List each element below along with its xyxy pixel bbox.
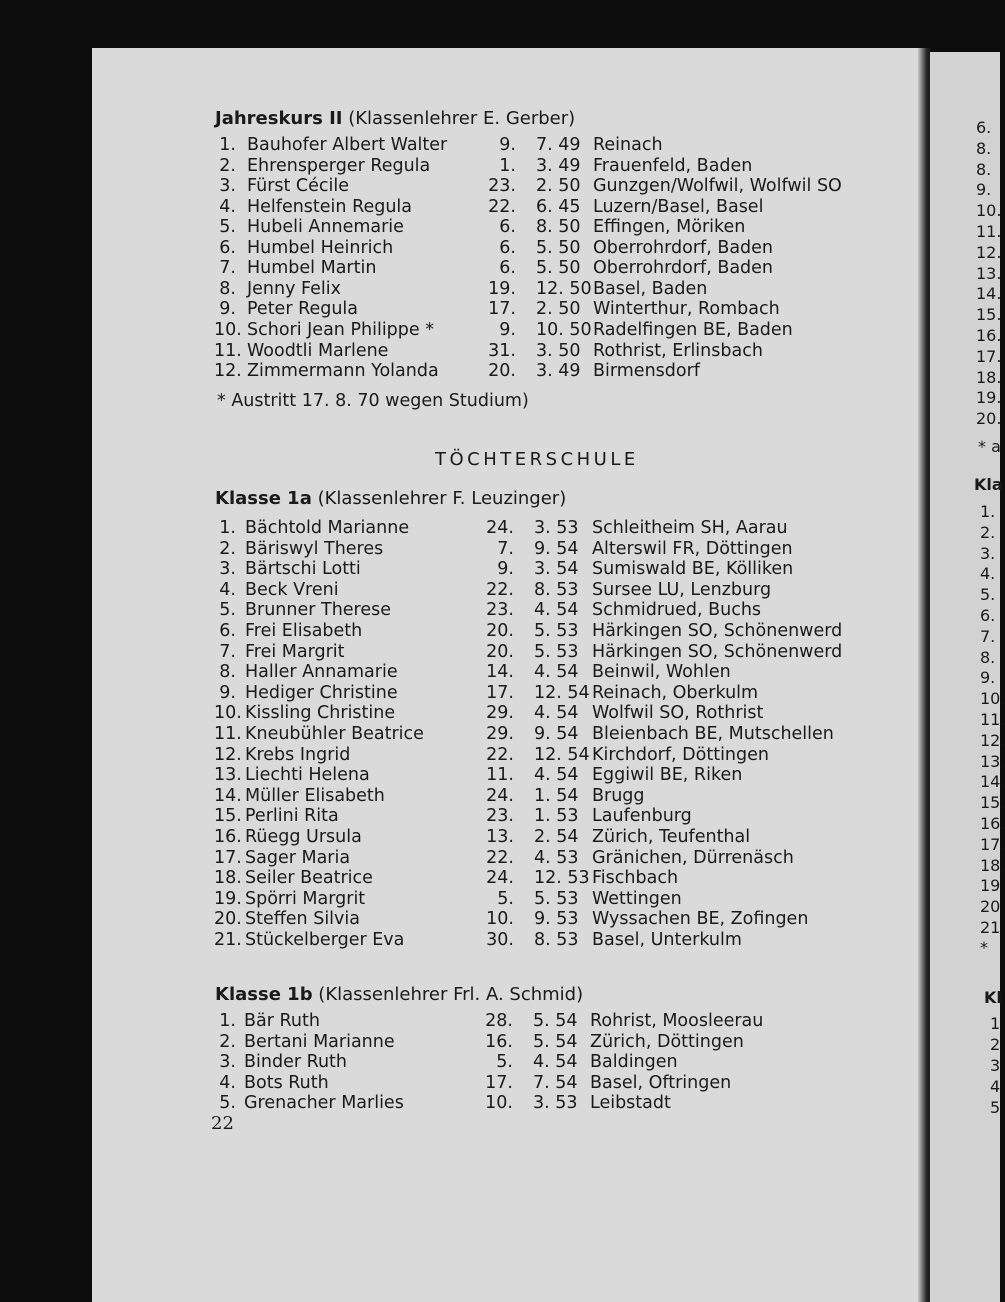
table-row <box>0 724 1000 745</box>
entry-name: Stückelberger Eva <box>245 930 405 950</box>
edge-fragment: 1 <box>990 1014 1001 1033</box>
birth-month-year: 8. 53 <box>534 579 579 600</box>
entry-number: 5. <box>219 1093 236 1114</box>
birth-day: 5. <box>496 1052 513 1073</box>
entry-name: Liechti Helena <box>245 765 370 786</box>
edge-fragment: 11. <box>976 222 1002 241</box>
edge-fragment: 7. <box>980 626 996 646</box>
birth-month-year: 12. 53 <box>534 868 590 889</box>
birth-day: 17. <box>485 1072 513 1093</box>
entry-name: Perlini Rita <box>245 806 339 827</box>
edge-fragment: 8. <box>976 138 992 158</box>
birth-day: 30. <box>486 930 514 950</box>
entry-name: Helfenstein Regula <box>247 196 412 217</box>
entry-places: Beinwil, Wohlen <box>592 662 731 683</box>
birth-day: 9. <box>499 135 516 155</box>
birth-month-year: 2. 50 <box>536 176 581 197</box>
section-title: TÖCHTERSCHULE <box>435 449 639 470</box>
edge-fragment: 2 <box>990 1035 1001 1054</box>
entry-places: Oberrohrdorf, Baden <box>593 237 774 258</box>
edge-fragment: 21 <box>980 918 1001 937</box>
entry-number: 5. <box>219 217 236 238</box>
birth-month-year: 3. 49 <box>536 155 581 176</box>
entry-number: 6. <box>219 237 236 258</box>
entry-number: 8. <box>219 278 236 299</box>
entry-number: 10. <box>214 703 242 724</box>
entry-name: Frei Margrit <box>245 641 345 662</box>
table-row <box>0 156 1000 177</box>
entry-places: Basel, Oftringen <box>590 1072 732 1093</box>
entry-number: 11. <box>214 724 242 744</box>
entry-name: Spörri Margrit <box>245 888 366 909</box>
entry-places: Gunzgen/Wolfwil, Wolfwil SO <box>593 176 842 197</box>
entry-name: Krebs Ingrid <box>245 744 351 765</box>
birth-month-year: 4. 54 <box>534 765 579 786</box>
edge-fragment: 15. <box>980 793 1005 813</box>
entry-number: 12. <box>214 361 242 382</box>
entry-name: Brunner Therese <box>245 600 392 621</box>
birth-month-year: 3. 54 <box>534 559 579 580</box>
entry-name: Kneubühler Beatrice <box>245 724 424 744</box>
entry-places: Zürich, Teufenthal <box>592 827 751 847</box>
entry-name: Humbel Heinrich <box>247 237 394 258</box>
birth-day: 6. <box>499 258 516 279</box>
table-row <box>0 580 1000 601</box>
birth-month-year: 2. 54 <box>534 827 579 847</box>
edge-fragment: 10. <box>976 201 1002 221</box>
birth-month-year: 5. 53 <box>534 621 579 641</box>
birth-month-year: 9. 54 <box>534 538 579 559</box>
birth-day: 24. <box>486 868 514 889</box>
birth-day: 22. <box>488 196 516 217</box>
table-row <box>0 889 1000 910</box>
edge-fragment: 18. <box>980 855 1005 875</box>
footnote: * Austritt 17. 8. 70 wegen Studium) <box>217 391 529 411</box>
table-row <box>0 341 1000 362</box>
entry-name: Bauhofer Albert Walter <box>247 135 448 155</box>
edge-fragment: 20 <box>980 897 1001 917</box>
birth-day: 13. <box>486 827 514 847</box>
birth-month-year: 5. 54 <box>533 1011 578 1031</box>
table-row <box>0 238 1000 259</box>
edge-fragment: 3. <box>980 543 996 563</box>
entry-name: Steffen Silvia <box>245 909 360 930</box>
edge-fragment: 9. <box>980 668 996 688</box>
birth-month-year: 10. 50 <box>536 319 592 340</box>
table-row <box>0 518 1000 539</box>
entry-places: Effingen, Möriken <box>593 217 746 238</box>
table-row <box>0 848 1000 869</box>
table-row <box>0 559 1000 580</box>
entry-places: Laufenburg <box>592 806 692 827</box>
table-row <box>0 600 1000 621</box>
table-row <box>0 642 1000 663</box>
birth-month-year: 7. 49 <box>536 135 581 155</box>
table-row <box>0 196 1002 221</box>
entry-number: 5. <box>219 600 236 621</box>
table-row <box>0 745 1000 766</box>
table-row <box>0 217 1000 238</box>
birth-day: 24. <box>486 785 514 806</box>
entry-number: 17. <box>214 847 242 868</box>
edge-fragment: 17. <box>976 346 1002 366</box>
entry-places: Winterthur, Rombach <box>593 299 780 320</box>
edge-fragment: 18. <box>976 367 1002 387</box>
table-row <box>0 827 1000 848</box>
birth-day: 20. <box>486 621 514 641</box>
entry-number: 12. <box>214 744 242 765</box>
entry-number: 1. <box>219 518 236 538</box>
entry-number: 14. <box>214 785 242 806</box>
birth-month-year: 4. 53 <box>534 847 579 868</box>
birth-day: 17. <box>486 682 514 703</box>
birth-month-year: 6. 45 <box>536 196 581 217</box>
entry-name: Hediger Christine <box>245 682 398 703</box>
entry-name: Bär Ruth <box>244 1011 320 1031</box>
entry-number: 19. <box>214 888 242 909</box>
entry-number: 7. <box>219 641 236 662</box>
edge-fragment: 13. <box>980 751 1005 771</box>
entry-name: Woodtli Marlene <box>247 340 389 361</box>
birth-day: 19. <box>488 278 516 299</box>
entry-places: Gränichen, Dürrenäsch <box>592 847 794 868</box>
entry-name: Bertani Marianne <box>244 1031 395 1052</box>
entry-places: Kirchdorf, Döttingen <box>592 744 769 765</box>
birth-day: 11. <box>486 765 514 786</box>
table-row <box>0 683 1000 704</box>
jahreskurs-heading: Jahreskurs II (Klassenlehrer E. Gerber) <box>215 108 576 129</box>
entry-number: 11. <box>214 340 242 361</box>
edge-fragment: 14. <box>976 284 1002 304</box>
table-row <box>0 258 1000 279</box>
birth-month-year: 1. 53 <box>534 806 579 827</box>
edge-fragment: * a <box>978 437 1001 456</box>
entry-places: Baldingen <box>590 1052 678 1073</box>
entry-places: Leibstadt <box>590 1093 671 1114</box>
entry-name: Müller Elisabeth <box>245 785 385 806</box>
birth-day: 1. <box>499 155 516 176</box>
table-row <box>0 1073 1000 1094</box>
birth-day: 10. <box>485 1093 513 1114</box>
birth-month-year: 8. 53 <box>534 930 579 950</box>
edge-fragment: * <box>980 938 988 957</box>
edge-fragment: 6. <box>976 118 992 137</box>
entry-places: Sursee LU, Lenzburg <box>592 579 772 600</box>
birth-day: 23. <box>488 176 516 197</box>
birth-month-year: 12. 50 <box>536 278 592 299</box>
entry-number: 4. <box>219 196 236 217</box>
edge-fragment: 4 <box>990 1077 1001 1096</box>
entry-places: Sumiswald BE, Kölliken <box>592 559 794 580</box>
entry-places: Härkingen SO, Schönenwerd <box>592 621 843 641</box>
entry-number: 7. <box>219 258 236 279</box>
birth-month-year: 4. 54 <box>534 703 579 724</box>
table-row <box>0 662 1000 683</box>
birth-month-year: 3. 53 <box>534 518 579 538</box>
birth-month-year: 9. 53 <box>534 909 579 930</box>
edge-fragment: 6. <box>980 606 996 625</box>
entry-number: 1. <box>219 135 236 155</box>
entry-name: Bärtschi Lotti <box>245 559 361 580</box>
entry-name: Humbel Martin <box>247 258 377 279</box>
birth-day: 6. <box>499 217 516 238</box>
edge-fragment: 5 <box>990 1098 1001 1117</box>
entry-number: 2. <box>219 538 236 559</box>
entry-places: Fischbach <box>592 868 679 889</box>
edge-fragment: 13. <box>976 263 1002 283</box>
birth-month-year: 3. 49 <box>536 361 581 382</box>
edge-fragment: 17. <box>980 834 1005 854</box>
entry-name: Grenacher Marlies <box>244 1093 404 1114</box>
edge-fragment: Kl <box>984 988 1002 1007</box>
birth-month-year: 4. 54 <box>534 600 579 621</box>
entry-name: Kissling Christine <box>245 703 396 724</box>
edge-fragment: 9. <box>976 180 992 200</box>
table-row <box>0 1093 1000 1114</box>
entry-number: 16. <box>214 827 242 847</box>
birth-day: 31. <box>488 340 516 361</box>
entry-places: Reinach, Oberkulm <box>592 682 759 703</box>
entry-places: Brugg <box>592 785 645 806</box>
birth-day: 7. <box>497 538 514 559</box>
birth-day: 22. <box>486 579 514 600</box>
entry-places: Reinach <box>593 135 663 155</box>
birth-day: 29. <box>486 703 514 724</box>
page-number: 22 <box>211 1113 234 1134</box>
klasse1a-heading: Klasse 1a (Klassenlehrer F. Leuzinger) <box>215 488 567 509</box>
birth-month-year: 12. 54 <box>534 744 590 765</box>
entry-name: Jenny Felix <box>247 278 341 299</box>
entry-number: 21. <box>214 930 242 950</box>
edge-fragment: 1. <box>980 502 996 521</box>
entry-name: Hubeli Annemarie <box>247 217 404 238</box>
birth-month-year: 3. 53 <box>533 1093 578 1114</box>
birth-month-year: 5. 53 <box>534 888 579 909</box>
entry-name: Sager Maria <box>245 847 351 868</box>
entry-number: 4. <box>219 579 236 600</box>
edge-fragment: 12. <box>976 242 1002 262</box>
entry-name: Haller Annamarie <box>245 662 398 683</box>
edge-fragment: 16. <box>976 326 1002 345</box>
birth-month-year: 9. 54 <box>534 724 579 744</box>
entry-number: 8. <box>219 662 236 683</box>
entry-name: Ehrensperger Regula <box>247 155 431 176</box>
edge-fragment: 4. <box>980 564 996 584</box>
entry-places: Frauenfeld, Baden <box>593 155 753 176</box>
table-row <box>0 279 1000 300</box>
entry-number: 20. <box>214 909 242 930</box>
birth-day: 14. <box>486 662 514 683</box>
birth-day: 10. <box>486 909 514 930</box>
edge-fragment: 8. <box>976 159 992 179</box>
entry-places: Wolfwil SO, Rothrist <box>592 703 764 724</box>
birth-month-year: 12. 54 <box>534 682 590 703</box>
entry-name: Rüegg Ursula <box>245 827 362 847</box>
table-row <box>0 1032 1000 1053</box>
entry-name: Bots Ruth <box>244 1072 329 1093</box>
table-row <box>0 621 1000 642</box>
table-row <box>0 806 1000 827</box>
entry-places: Alterswil FR, Döttingen <box>592 538 793 559</box>
entry-places: Rothrist, Erlinsbach <box>593 340 763 361</box>
birth-day: 28. <box>485 1011 513 1031</box>
birth-day: 23. <box>486 600 514 621</box>
birth-month-year: 4. 54 <box>533 1052 578 1073</box>
birth-day: 24. <box>486 518 514 538</box>
entry-name: Fürst Cécile <box>247 176 350 197</box>
table-row <box>0 930 1000 951</box>
birth-month-year: 3. 50 <box>536 340 581 361</box>
birth-month-year: 2. 50 <box>536 299 581 320</box>
table-row <box>0 868 1000 889</box>
entry-name: Bächtold Marianne <box>245 518 410 538</box>
edge-fragment: 20. <box>976 409 1002 429</box>
entry-places: Oberrohrdorf, Baden <box>593 258 774 279</box>
birth-day: 6. <box>499 237 516 258</box>
table-row <box>0 786 1000 807</box>
birth-month-year: 7. 54 <box>533 1072 578 1093</box>
entry-number: 9. <box>219 682 236 703</box>
entry-name: Bäriswyl Theres <box>245 538 384 559</box>
birth-day: 9. <box>499 319 516 340</box>
edge-fragment: 3 <box>990 1056 1001 1075</box>
entry-places: Basel, Baden <box>593 278 708 299</box>
entry-number: 18. <box>214 868 242 889</box>
birth-day: 22. <box>486 847 514 868</box>
edge-fragment: 8. <box>980 647 996 667</box>
entry-number: 6. <box>219 621 236 641</box>
entry-places: Birmensdorf <box>593 361 700 382</box>
entry-number: 15. <box>214 806 242 827</box>
birth-month-year: 5. 54 <box>533 1031 578 1052</box>
birth-day: 16. <box>485 1031 513 1052</box>
entry-name: Peter Regula <box>247 299 359 320</box>
entry-places: Eggiwil BE, Riken <box>592 765 743 786</box>
table-row <box>0 320 1000 341</box>
entry-number: 3. <box>219 1052 236 1073</box>
entry-places: Härkingen SO, Schönenwerd <box>592 641 843 662</box>
table-row <box>0 539 1000 560</box>
edge-fragment: 19 <box>980 876 1001 896</box>
edge-fragment: 10. <box>980 689 1005 709</box>
birth-day: 22. <box>486 744 514 765</box>
table-row <box>0 909 1000 930</box>
entry-places: Zürich, Döttingen <box>590 1031 744 1052</box>
birth-day: 9. <box>497 559 514 580</box>
table-row <box>0 1011 1000 1032</box>
edge-fragment: 5. <box>980 585 996 605</box>
entry-name: Seiler Beatrice <box>245 868 373 889</box>
table-row <box>0 299 1000 320</box>
entry-number: 1. <box>219 1011 236 1031</box>
birth-month-year: 1. 54 <box>534 785 579 806</box>
entry-places: Schmidrued, Buchs <box>592 600 762 621</box>
entry-name: Zimmermann Yolanda <box>247 361 439 382</box>
table-row <box>0 361 1000 382</box>
entry-number: 3. <box>219 176 236 197</box>
edge-fragment: 11. <box>980 710 1005 729</box>
table-row <box>0 1052 1000 1073</box>
edge-fragment: Kla <box>974 475 1003 494</box>
entry-number: 2. <box>219 1031 236 1052</box>
entry-number: 13. <box>214 765 242 786</box>
entry-number: 2. <box>219 155 236 176</box>
birth-day: 23. <box>486 806 514 827</box>
entry-places: Wettingen <box>592 888 682 909</box>
entry-name: Schori Jean Philippe * <box>247 319 434 340</box>
edge-fragment: 15. <box>976 305 1002 325</box>
entry-name: Frei Elisabeth <box>245 621 363 641</box>
birth-day: 20. <box>488 361 516 382</box>
edge-fragment: 16. <box>980 814 1005 833</box>
entry-places: Rohrist, Moosleerau <box>590 1011 764 1031</box>
entry-places: Bleienbach BE, Mutschellen <box>592 724 834 744</box>
edge-fragment: 2. <box>980 522 996 542</box>
entry-places: Radelfingen BE, Baden <box>593 319 793 340</box>
edge-fragment: 14. <box>980 772 1005 792</box>
entry-name: Binder Ruth <box>244 1052 348 1073</box>
birth-day: 29. <box>486 724 514 744</box>
birth-day: 5. <box>497 888 514 909</box>
entry-number: 10. <box>214 319 242 340</box>
entry-number: 4. <box>219 1072 236 1093</box>
edge-fragment: 12. <box>980 730 1005 750</box>
entry-number: 9. <box>219 299 236 320</box>
birth-month-year: 8. 50 <box>536 217 581 238</box>
entry-places: Luzern/Basel, Basel <box>593 196 764 217</box>
birth-month-year: 5. 53 <box>534 641 579 662</box>
birth-month-year: 5. 50 <box>536 237 581 258</box>
entry-name: Beck Vreni <box>245 579 339 600</box>
entry-number: 3. <box>219 559 236 580</box>
table-row <box>0 135 1000 156</box>
klasse1b-heading: Klasse 1b (Klassenlehrer Frl. A. Schmid) <box>215 984 584 1005</box>
table-row <box>0 703 1000 724</box>
entry-places: Schleitheim SH, Aarau <box>592 518 788 538</box>
entry-places: Basel, Unterkulm <box>592 930 742 950</box>
table-row <box>0 176 1000 200</box>
birth-day: 20. <box>486 641 514 662</box>
birth-month-year: 5. 50 <box>536 258 581 279</box>
edge-fragment: 19. <box>976 388 1002 408</box>
table-row <box>0 765 1000 786</box>
birth-day: 17. <box>488 299 516 320</box>
birth-month-year: 4. 54 <box>534 662 579 683</box>
entry-places: Wyssachen BE, Zofingen <box>592 909 809 930</box>
